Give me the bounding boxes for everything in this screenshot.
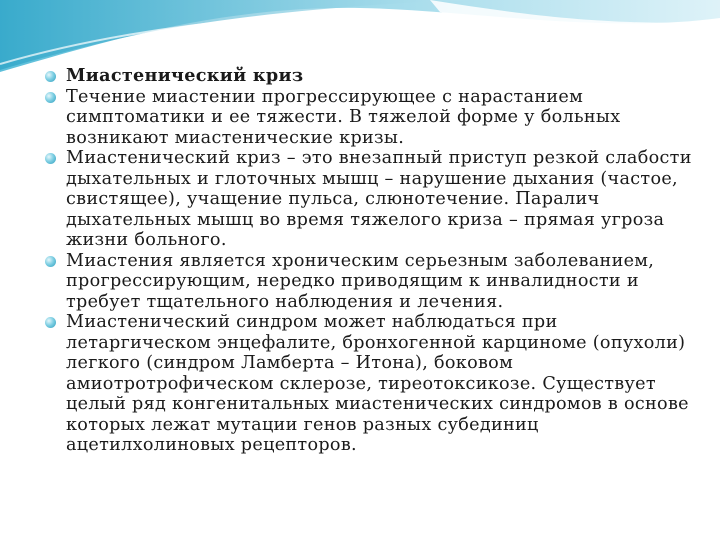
bullet-marker-icon bbox=[45, 71, 56, 82]
bullet-item bbox=[43, 87, 693, 149]
bullet-text: Миастенический криз – это внезапный приступ резкой слабости дыхательных и глоточных мышц – нарушение дыхания (частое, свистящее), учащение пульса, слюнотечение. Паралич дыхательных мышц во время тяжелого криза – прямая угроза жизни больного. bbox=[66, 148, 692, 250]
bullet-item-title bbox=[43, 66, 693, 87]
bullet-marker-icon bbox=[45, 92, 56, 103]
bullet-item bbox=[43, 148, 693, 251]
bullet-marker-icon bbox=[45, 153, 56, 164]
bullet-text: Миастения является хроническим серьезным заболеванием, прогрессирующим, нередко приводящим к инвалидности и требует тщательного наблюдения и лечения. bbox=[66, 250, 655, 312]
bullet-text: Миастенический криз bbox=[66, 65, 304, 86]
bullet-marker-icon bbox=[45, 317, 56, 328]
bullet-item bbox=[43, 312, 693, 456]
bullet-text: Течение миастении прогрессирующее с нарастанием симптоматики и ее тяжести. В тяжелой форме у больных возникают миастенические кризы. bbox=[66, 86, 621, 148]
bullet-text: Миастенический синдром может наблюдаться при летаргическом энцефалите, бронхогенной карциноме (опухоли) легкого (синдром Ламберта – Итона), боковом амиотротрофическом склерозе, тиреотоксикозе. Существует целый ряд конгенитальных миастенических синдромов в основе которых лежат мутации генов разных субединиц ацетилхолиновых рецепторов. bbox=[66, 312, 689, 455]
bullet-marker-icon bbox=[45, 256, 56, 267]
bullet-list bbox=[43, 66, 693, 456]
bullet-item bbox=[43, 251, 693, 313]
